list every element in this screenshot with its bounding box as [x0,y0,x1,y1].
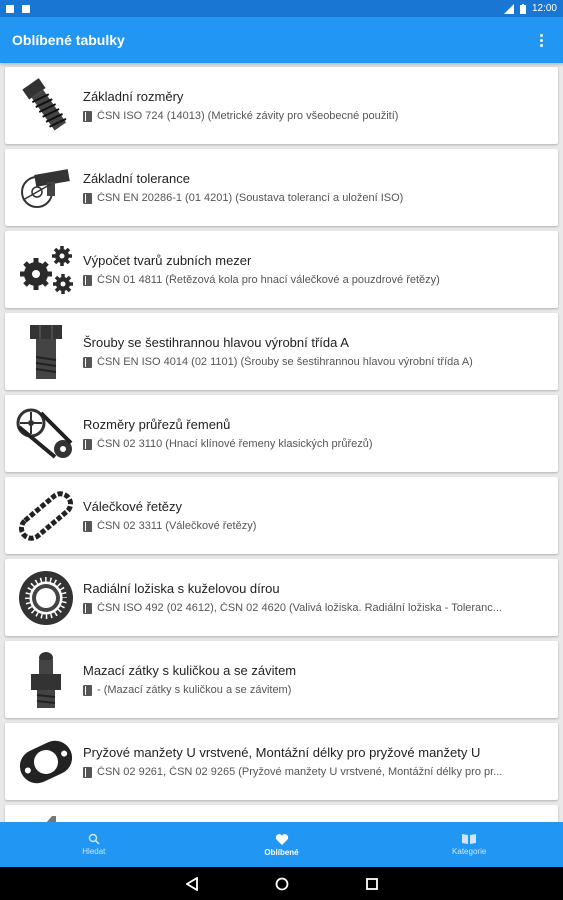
item-title: Výpočet tvarů zubních mezer [83,253,252,268]
nav-favorites-label: Oblíbené [264,847,299,857]
list-item[interactable] [5,559,558,636]
item-subtitle: ČSN 02 9261, ČSN 02 9265 (Pryžové manžety U vrstvené, Montážní délky pro pr... [97,766,503,778]
heart-icon [275,833,289,846]
book-icon [83,767,92,778]
list-item[interactable] [5,477,558,554]
book-icon [83,111,92,122]
nav-categories[interactable] [375,822,563,867]
gasket-icon [15,731,77,793]
nav-favorites[interactable] [188,822,376,867]
nav-search-label: Hledat [82,847,106,856]
search-icon [88,833,100,845]
item-title: Šrouby se šestihrannou hlavou výrobní třída A [83,335,349,350]
list-item[interactable] [5,231,558,308]
item-subtitle: ČSN 02 3311 (Válečkové řetězy) [97,520,257,532]
item-subtitle: ČSN EN ISO 4014 (02 1101) (Šrouby se šestihrannou hlavou výrobní třída A) [97,356,473,368]
item-subtitle: - (Mazací zátky s kuličkou a se závitem) [97,684,292,696]
list-item[interactable] [5,723,558,800]
nav-search[interactable] [0,822,188,867]
notification-icon-2 [22,5,30,13]
home-button[interactable] [272,874,292,894]
open-book-icon [461,833,477,845]
app-bar [0,17,563,63]
book-icon [83,193,92,204]
list-item[interactable] [5,149,558,226]
item-subtitle: ČSN 01 4811 (Řetězová kola pro hnací válečkové a pouzdrové řetězy) [97,274,440,286]
book-icon [83,521,92,532]
book-icon [83,685,92,696]
system-navigation-bar [0,867,563,900]
recents-button[interactable] [362,874,382,894]
back-triangle-icon [186,877,198,891]
page-title: Oblíbené tabulky [12,32,125,48]
book-icon [83,439,92,450]
overflow-menu-button[interactable] [531,28,551,52]
list-item-partial[interactable] [5,805,558,822]
item-title: Rozměry průřezů řemenů [83,417,231,432]
nav-categories-label: Kategorie [452,847,487,856]
grease-nipple-icon [15,649,77,711]
bottom-navigation [0,822,563,867]
list-item[interactable] [5,395,558,472]
notification-icon [6,5,14,13]
threaded-bolt-icon [15,75,77,137]
list-item[interactable] [5,641,558,718]
gears-icon [15,239,77,301]
book-icon [83,275,92,286]
item-title: Základní tolerance [83,171,190,186]
book-icon [83,357,92,368]
recents-square-icon [366,878,378,890]
belt-drive-icon [15,403,77,465]
list-item[interactable] [5,313,558,390]
item-title: Základní rozměry [83,89,184,104]
partial-item-icon [15,805,77,822]
item-subtitle: ČSN EN 20286-1 (01 4201) (Soustava tolerancí a uložení ISO) [97,192,404,204]
item-title: Radiální ložiska s kuželovou dírou [83,581,280,596]
favorites-list[interactable] [0,63,563,822]
item-title: Válečkové řetězy [83,499,182,514]
bearing-icon [15,567,77,629]
item-subtitle: ČSN ISO 724 (14013) (Metrické závity pro všeobecné použití) [97,110,399,122]
battery-icon [520,4,526,14]
home-circle-icon [275,877,289,891]
item-title: Mazací zátky s kuličkou a se závitem [83,663,297,678]
micrometer-icon [15,157,77,219]
back-button[interactable] [182,874,202,894]
item-subtitle: ČSN 02 3110 (Hnací klínové řemeny klasických průřezů) [97,438,373,450]
book-icon [83,603,92,614]
item-subtitle: ČSN ISO 492 (02 4612), ČSN 02 4620 (Valivá ložiska. Radiální ložiska - Toleranc... [97,602,502,614]
clock: 12:00 [531,3,557,14]
signal-icon [504,4,514,14]
list-item[interactable] [5,67,558,144]
status-bar [0,0,563,17]
roller-chain-icon [15,485,77,547]
item-title: Pryžové manžety U vrstvené, Montážní délky pro pryžové manžety U [83,745,481,760]
hex-bolt-icon [15,321,77,383]
